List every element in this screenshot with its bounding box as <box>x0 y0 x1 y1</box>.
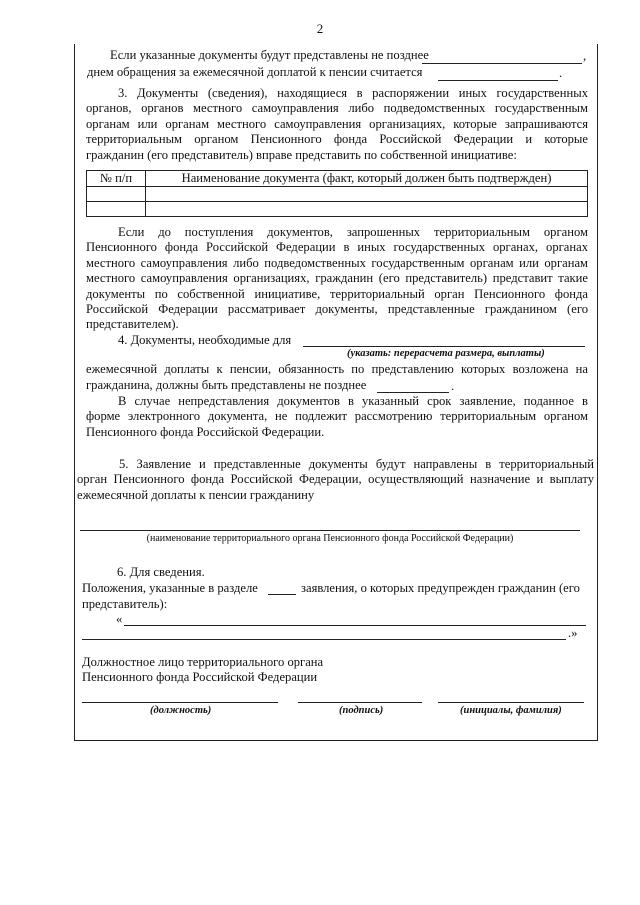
quote-open: « <box>116 612 123 626</box>
section-6-provisions-text: Положения, указанные в разделе <box>82 581 258 595</box>
electronic-line: форме электронного документа, не подлежит рассмотрению территориальным органом <box>86 409 588 424</box>
electronic-line: В случае непредставления документов в указанный срок заявление, поданное в <box>118 394 588 408</box>
pension-office-caption: (наименование территориального органа Пенсионного фонда Российской Федерации) <box>146 533 514 544</box>
request-line: местного самоуправления организациях, гражданин (его представитель) представит такие <box>86 271 588 286</box>
signature-caption: (подпись) <box>339 705 384 716</box>
request-paragraph <box>86 225 588 333</box>
submit-deadline-field[interactable] <box>422 63 582 64</box>
position-field[interactable] <box>82 702 278 703</box>
section-6-title: 6. Для сведения. <box>117 565 205 579</box>
section-5-line-last: ежемесячной доплаты к пенсии гражданину <box>77 487 315 502</box>
section-3-line: органов, органов местного самоуправления либо подведомственных государственным <box>86 101 588 116</box>
submit-deadline-comma: , <box>583 49 587 63</box>
documents-table <box>86 170 588 217</box>
table-cell-number[interactable] <box>87 187 146 202</box>
section-3-line: 3. Документы (сведения), находящиеся в распоряжении иных государственных <box>118 86 588 100</box>
column-header-document: Наименование документа (факт, который должен быть подтвержден) <box>146 171 588 187</box>
section-number-field[interactable] <box>268 594 296 595</box>
column-header-number: № п/п <box>87 171 146 187</box>
request-line: местного самоуправления либо подведомственных государственным органам или органам <box>86 255 588 270</box>
section-4-line: ежемесячной доплаты к пенсии, обязанность по представлению которых возложена на <box>86 362 588 376</box>
page-number: 2 <box>316 21 324 36</box>
request-date-period: . <box>559 66 563 80</box>
official-title-line2: Пенсионного фонда Российской Федерации <box>82 670 318 684</box>
pension-office-name-field[interactable] <box>80 530 580 531</box>
section-5-line: 5. Заявление и представленные документы будут направлены в территориальный <box>119 457 594 471</box>
section-3-line-last: гражданин (его представитель) вправе представить по собственной инициативе: <box>86 147 517 162</box>
signature-field[interactable] <box>298 702 422 703</box>
section-5-line: орган Пенсионного фонда Российской Федерации, осуществляющий назначение и выплату <box>77 472 594 487</box>
provisions-field-line-2[interactable] <box>82 639 566 640</box>
section-3-line: территориальным органом Пенсионного фонда Российской Федерации и которые <box>86 132 588 147</box>
section-4-start: 4. Документы, необходимые для <box>118 333 292 347</box>
name-caption: (инициалы, фамилия) <box>460 705 562 716</box>
section-3-paragraph <box>86 86 588 163</box>
name-field[interactable] <box>438 702 584 703</box>
table-cell-number[interactable] <box>87 202 146 217</box>
section-4-deadline-text: гражданина, должны быть представлены не позднее <box>86 378 367 392</box>
request-date-text: днем обращения за ежемесячной доплатой к пенсии считается <box>87 65 423 79</box>
position-caption: (должность) <box>150 705 212 716</box>
table-cell-document[interactable] <box>146 202 588 217</box>
submit-deadline-text: Если указанные документы будут представлены не позднее <box>110 48 429 62</box>
request-line: Пенсионного фонда Российской Федерации в иных государственных органах, органах <box>86 240 588 255</box>
official-title-line1: Должностное лицо территориального органа <box>82 655 324 669</box>
request-line: документы по собственной инициативе, территориальный орган Пенсионного фонда <box>86 286 588 301</box>
table-row[interactable] <box>87 202 588 217</box>
request-line-last: представителем). <box>86 317 179 332</box>
section-4-deadline-period: . <box>451 379 455 393</box>
request-date-field[interactable] <box>438 80 558 81</box>
provisions-field-line-1[interactable] <box>124 625 586 626</box>
quote-close: .» <box>568 626 578 640</box>
table-row[interactable] <box>87 187 588 202</box>
table-cell-document[interactable] <box>146 187 588 202</box>
request-line: Если до поступления документов, запрошенных территориальным органом <box>118 225 588 239</box>
section-4-purpose-field[interactable] <box>303 346 585 347</box>
section-6-provisions-end: заявления, о которых предупрежден гражданин (его <box>301 581 580 595</box>
section-4-body <box>86 362 588 377</box>
section-3-line: органам или органам местного самоуправления организациях, которые запрашиваются <box>86 116 588 131</box>
section-4-hint: (указать: перерасчета размера, выплаты) <box>347 348 545 359</box>
table-header-row <box>87 171 588 187</box>
electronic-line-last: Пенсионного фонда Российской Федерации. <box>86 424 325 439</box>
section-5-paragraph <box>77 457 594 503</box>
request-line: Российской Федерации рассматривает документы, представленные гражданином (его <box>86 302 588 317</box>
section-6-representative: представитель): <box>82 597 168 611</box>
electronic-paragraph <box>86 394 588 440</box>
section-4-deadline-field[interactable] <box>377 392 449 393</box>
